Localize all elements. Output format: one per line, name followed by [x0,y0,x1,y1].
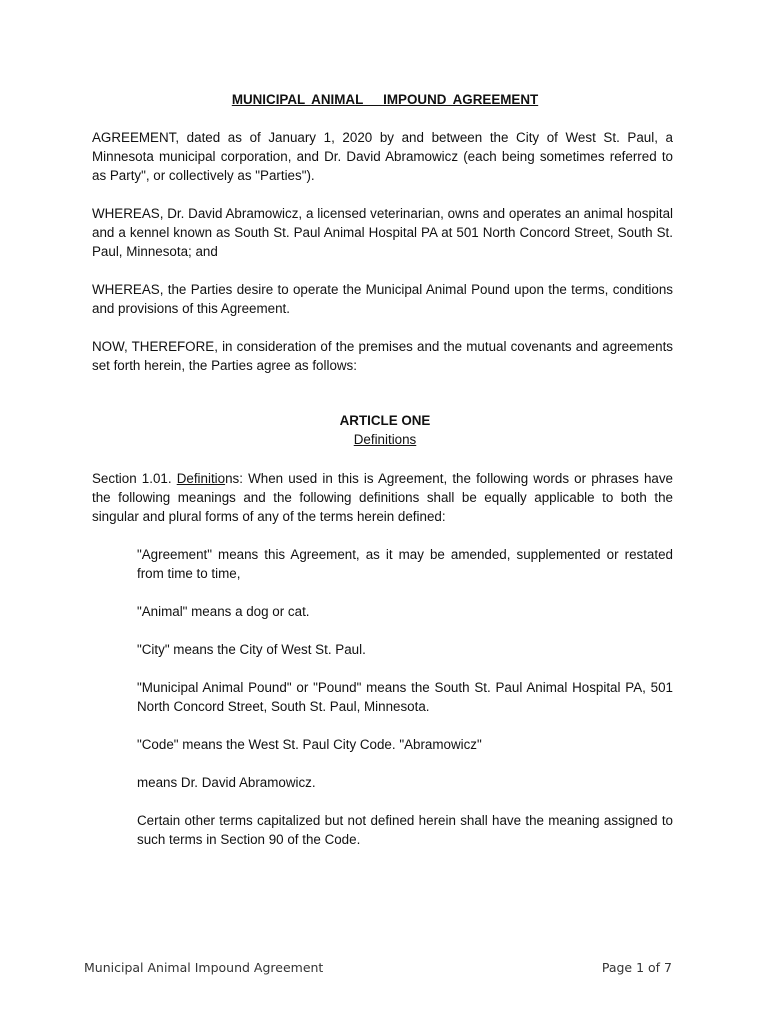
whereas-paragraph-1: WHEREAS, Dr. David Abramowicz, a licensed veterinarian, owns and operates an animal hospital and a kennel known as South St. Paul Animal Hospital PA at 501 North Concord Street, South St. Paul, Minnesota; and [92,206,673,259]
definition-pound: "Municipal Animal Pound" or "Pound" means the South St. Paul Animal Hospital PA, 501 North Concord Street, South St. Paul, Minnesota. [137,680,673,714]
definition-city: "City" means the City of West St. Paul. [137,642,366,657]
article-subheading: Definitions [353,432,417,447]
document-title: MUNICIPAL ANIMAL IMPOUND AGREEMENT [231,92,539,107]
now-therefore-paragraph: NOW, THEREFORE, in consideration of the premises and the mutual covenants and agreements set forth herein, the Parties agree as follows: [92,339,673,373]
definition-code: "Code" means the West St. Paul City Code. "Abramowicz" [137,737,482,752]
definition-other-terms: Certain other terms capitalized but not defined herein shall have the meaning assigned to such terms in Section 90 of the Code. [137,813,673,847]
section-label: Section 1.01. [92,471,177,486]
footer-page-number: Page 1 of 7 [601,960,672,975]
section-1-01-paragraph [92,469,673,526]
footer-document-name: Municipal Animal Impound Agreement [84,960,324,975]
definition-abramowicz: means Dr. David Abramowicz. [137,775,316,790]
definition-agreement: "Agreement" means this Agreement, as it may be amended, supplemented or restated from time to time, [137,547,673,581]
intro-paragraph: AGREEMENT, dated as of January 1, 2020 by and between the City of West St. Paul, a Minnesota municipal corporation, and Dr. David Abramowicz (each being sometimes referred to as Party", or collectively as "Parties"). [92,130,673,183]
definition-animal: "Animal" means a dog or cat. [137,604,310,619]
section-text: ns: When used in this is Agreement, the following words or phrases have the following meanings and the following definitions shall be equally applicable to both the singular and plural forms of any of the terms herein defined: [92,471,673,524]
section-term-underlined: Definitio [176,471,226,486]
whereas-paragraph-2: WHEREAS, the Parties desire to operate the Municipal Animal Pound upon the terms, conditions and provisions of this Agreement. [92,282,673,316]
article-heading: ARTICLE ONE [339,413,431,428]
